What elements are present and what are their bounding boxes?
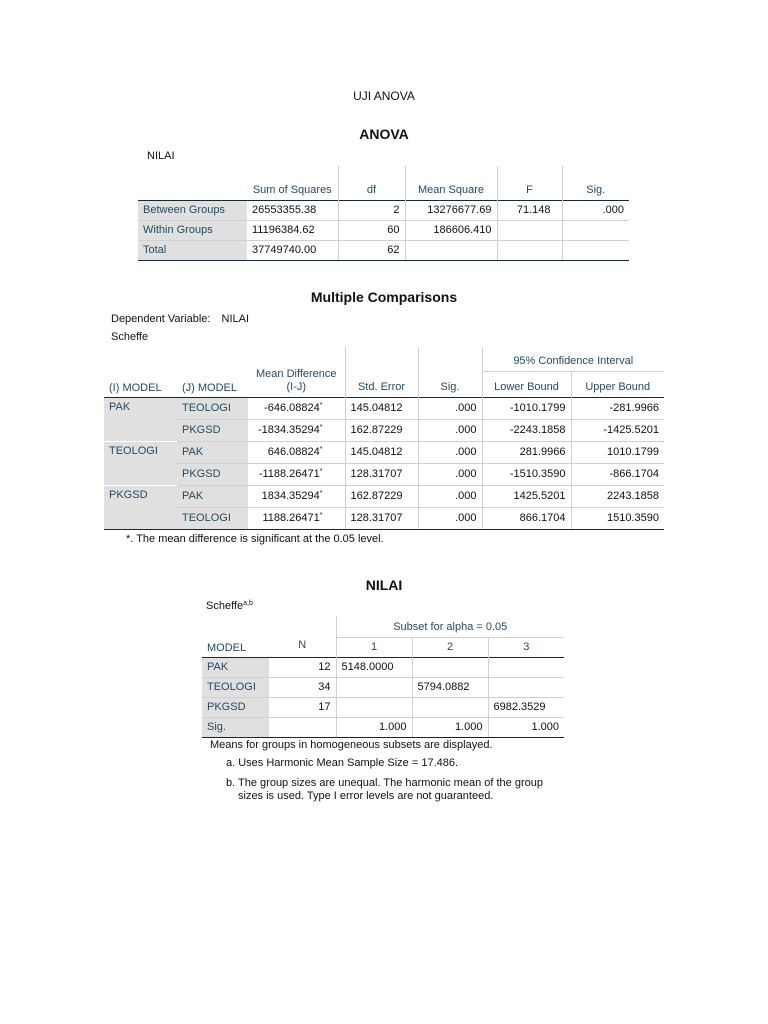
cell-f (497, 240, 562, 260)
dependent-variable-line (111, 313, 249, 325)
anova-col-ss: Sum of Squares (252, 183, 332, 196)
cell-lower-bound: -1510.3590 (482, 463, 571, 485)
mc-header-row-top (104, 347, 664, 371)
mc-col-mean-diff: Mean Difference (I-J) (256, 367, 337, 393)
hs-col-subset: Subset for alpha = 0.05 (336, 616, 564, 637)
cell-mean-diff: 1834.35294* (248, 485, 345, 507)
cell-upper-bound: -281.9966 (571, 397, 664, 419)
table-row (104, 441, 664, 463)
footnote-a: a. Uses Harmonic Mean Sample Size = 17.486. (226, 757, 459, 769)
cell-subset-3 (488, 657, 564, 677)
hs-col-model: MODEL (207, 641, 247, 654)
row-label: PAK (177, 485, 248, 507)
cell-upper-bound: -866.1704 (571, 463, 664, 485)
cell-sig (562, 240, 629, 260)
cell-f: 71.148 (497, 200, 562, 220)
anova-col-df: df (338, 166, 405, 200)
table-row (104, 485, 664, 507)
table-row (104, 463, 664, 485)
cell-ms: 186606.410 (405, 220, 497, 240)
multiple-comparisons-footnote: *. The mean difference is significant at the 0.05 level. (126, 533, 384, 545)
hs-col-n: N (298, 638, 307, 651)
footnote-marker: a,b (243, 600, 253, 607)
cell-subset-1: 1.000 (336, 717, 412, 737)
table-row (104, 419, 664, 441)
cell-n: 12 (269, 657, 336, 677)
table-row (104, 397, 664, 419)
cell-subset-2 (412, 657, 488, 677)
row-label: Total (138, 240, 247, 260)
cell-std-error: 128.31707 (345, 463, 418, 485)
cell-mean-diff: 1188.26471* (248, 507, 345, 529)
row-label: Between Groups (138, 200, 247, 220)
table-row (202, 657, 564, 677)
anova-table (138, 166, 629, 261)
cell-sig: .000 (418, 463, 482, 485)
multiple-comparisons-table (104, 347, 664, 530)
homogeneous-method-label: Scheffe$^{a,b}$ (206, 600, 253, 612)
hs-col-subset-2: 2 (412, 637, 488, 657)
cell-lower-bound: 281.9966 (482, 441, 571, 463)
table-row (104, 507, 664, 529)
cell-ss: 11196384.62 (247, 220, 338, 240)
table-row (202, 697, 564, 717)
cell-df: 60 (338, 220, 405, 240)
cell-lower-bound: 866.1704 (482, 507, 571, 529)
significance-marker: * (319, 402, 323, 409)
cell-upper-bound: 2243.1858 (571, 485, 664, 507)
document-title: UJI ANOVA (353, 89, 415, 103)
dependent-variable-value: NILAI (221, 313, 250, 325)
homogeneous-note: Means for groups in homogeneous subsets are displayed. (210, 739, 493, 751)
table-row (138, 200, 629, 220)
mc-col-i-model: (I) MODEL (109, 381, 162, 394)
cell-std-error: 162.87229 (345, 485, 418, 507)
table-row (202, 677, 564, 697)
cell-sig: .000 (418, 397, 482, 419)
significance-marker: * (319, 424, 323, 431)
multiple-comparisons-title: Multiple Comparisons (310, 289, 458, 305)
mc-col-upper-bound: Upper Bound (571, 371, 664, 397)
row-label: PKGSD (177, 419, 248, 441)
cell-mean-diff: -646.08824* (248, 397, 345, 419)
cell-ms: 13276677.69 (405, 200, 497, 220)
anova-title: ANOVA (359, 126, 409, 142)
cell-std-error: 162.87229 (345, 419, 418, 441)
anova-corner-cell (138, 166, 247, 200)
cell-lower-bound: -1010.1799 (482, 397, 571, 419)
cell-subset-3: 1.000 (488, 717, 564, 737)
cell-sig: .000 (562, 200, 629, 220)
cell-std-error: 145.04812 (345, 441, 418, 463)
hs-header-row-top (202, 616, 564, 637)
cell-upper-bound: 1510.3590 (571, 507, 664, 529)
significance-marker: * (319, 446, 323, 453)
anova-col-sig: Sig. (562, 166, 629, 200)
row-group-label: PAK (104, 397, 177, 441)
cell-mean-diff: 646.08824* (248, 441, 345, 463)
row-label: TEOLOGI (177, 397, 248, 419)
cell-sig: .000 (418, 507, 482, 529)
cell-sig: .000 (418, 485, 482, 507)
cell-lower-bound: -2243.1858 (482, 419, 571, 441)
row-group-label: TEOLOGI (104, 441, 177, 485)
cell-subset-3 (488, 677, 564, 697)
cell-df: 2 (338, 200, 405, 220)
row-label: Sig. (202, 717, 269, 737)
row-label: Within Groups (138, 220, 247, 240)
homogeneous-subsets-title: NILAI (365, 577, 403, 593)
cell-upper-bound: -1425.5201 (571, 419, 664, 441)
row-group-label: PKGSD (104, 485, 177, 529)
significance-marker: * (319, 512, 323, 519)
mc-col-sig: Sig. (418, 347, 482, 397)
row-label: TEOLOGI (202, 677, 269, 697)
cell-lower-bound: 1425.5201 (482, 485, 571, 507)
cell-subset-1 (336, 697, 412, 717)
mc-col-j-model: (J) MODEL (182, 381, 237, 394)
anova-col-ms: Mean Square (405, 166, 497, 200)
footnote-b: b. The group sizes are unequal. The harmonic mean of the group sizes is used. Type I error levels are not guaranteed. (226, 777, 543, 802)
cell-df: 62 (338, 240, 405, 260)
cell-ss: 26553355.38 (247, 200, 338, 220)
cell-sig (562, 220, 629, 240)
significance-marker: * (319, 490, 323, 497)
cell-subset-3: 6982.3529 (488, 697, 564, 717)
cell-sig: .000 (418, 419, 482, 441)
table-row (138, 220, 629, 240)
mc-col-lower-bound: Lower Bound (482, 371, 571, 397)
mc-col-std-error: Std. Error (345, 347, 418, 397)
anova-header-row (138, 166, 629, 200)
cell-n (269, 717, 336, 737)
anova-col-f: F (497, 166, 562, 200)
cell-mean-diff: -1188.26471* (248, 463, 345, 485)
cell-subset-2: 1.000 (412, 717, 488, 737)
mc-col-ci: 95% Confidence Interval (482, 347, 664, 371)
significance-marker: * (319, 468, 323, 475)
cell-subset-2: 5794.0882 (412, 677, 488, 697)
dependent-variable-label: Dependent Variable: (111, 313, 211, 325)
cell-ms (405, 240, 497, 260)
table-row (138, 240, 629, 260)
anova-variable-label: NILAI (147, 150, 175, 162)
cell-sig: .000 (418, 441, 482, 463)
cell-std-error: 145.04812 (345, 397, 418, 419)
row-label: TEOLOGI (177, 507, 248, 529)
cell-subset-1: 5148.0000 (336, 657, 412, 677)
row-label: PAK (202, 657, 269, 677)
row-label: PKGSD (177, 463, 248, 485)
cell-mean-diff: -1834.35294* (248, 419, 345, 441)
cell-std-error: 128.31707 (345, 507, 418, 529)
hs-col-subset-3: 3 (488, 637, 564, 657)
cell-n: 17 (269, 697, 336, 717)
multiple-method-label: Scheffe (111, 331, 149, 343)
cell-n: 34 (269, 677, 336, 697)
homogeneous-subsets-table (202, 616, 564, 738)
cell-f (497, 220, 562, 240)
cell-ss: 37749740.00 (247, 240, 338, 260)
table-row (202, 717, 564, 737)
cell-subset-2 (412, 697, 488, 717)
row-label: PAK (177, 441, 248, 463)
cell-upper-bound: 1010.1799 (571, 441, 664, 463)
cell-subset-1 (336, 677, 412, 697)
row-label: PKGSD (202, 697, 269, 717)
hs-col-subset-1: 1 (336, 637, 412, 657)
